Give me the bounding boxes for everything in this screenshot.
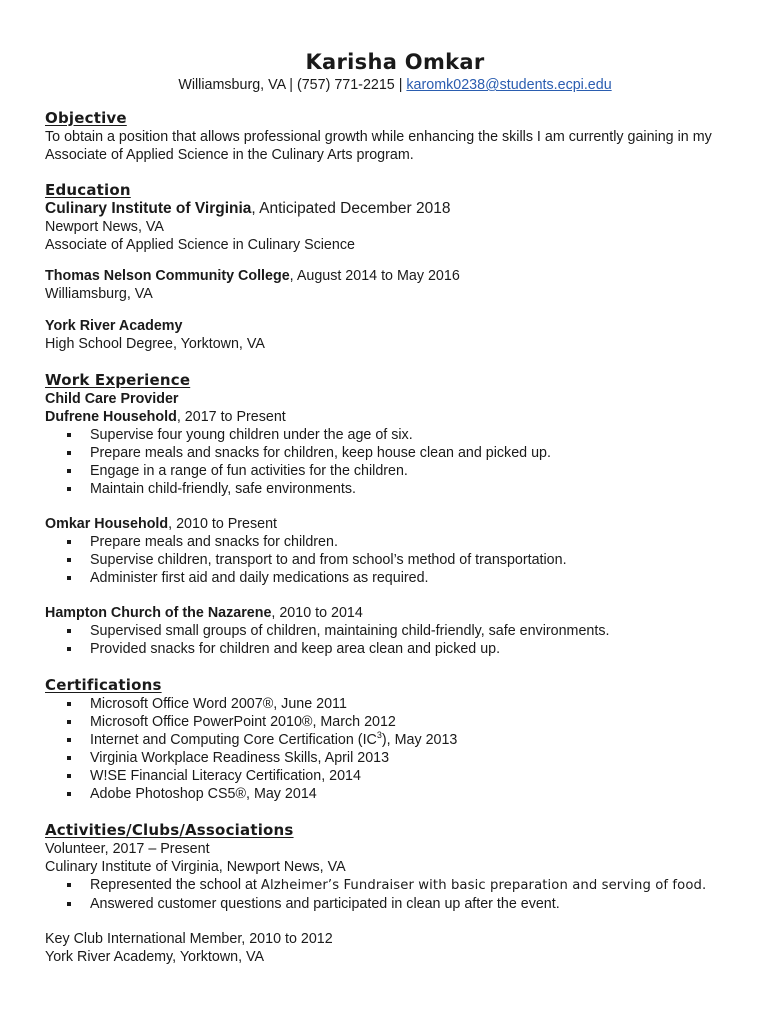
volunteer-line: Volunteer, 2017 – Present bbox=[45, 841, 210, 857]
job-entry bbox=[45, 604, 735, 658]
job-dates: , 2010 to Present bbox=[168, 516, 278, 532]
list-item: Supervise children, transport to and from school’s method of transportation. bbox=[45, 551, 735, 569]
activity-text: Represented the school at bbox=[90, 877, 261, 893]
list-item: Maintain child-friendly, safe environments. bbox=[45, 480, 735, 498]
cert-text: ), May 2013 bbox=[381, 732, 458, 748]
job-entry bbox=[45, 408, 735, 498]
objective-heading: Objective bbox=[45, 109, 127, 127]
school-name: Culinary Institute of Virginia bbox=[45, 200, 252, 217]
list-item: Microsoft Office PowerPoint 2010®, March 2012 bbox=[45, 713, 735, 731]
candidate-name: Karisha Omkar bbox=[305, 50, 485, 74]
list-item bbox=[45, 731, 735, 749]
list-item: Adobe Photoshop CS5®, May 2014 bbox=[45, 785, 735, 803]
school-degree: Associate of Applied Science in Culinary Science bbox=[45, 237, 355, 253]
school-location: Newport News, VA bbox=[45, 219, 164, 235]
job-bullets bbox=[45, 622, 735, 658]
employer-name: Dufrene Household bbox=[45, 409, 177, 425]
job-bullets bbox=[45, 533, 735, 587]
list-item: Engage in a range of fun activities for the children. bbox=[45, 462, 735, 480]
education-entry bbox=[45, 267, 735, 303]
email-link[interactable]: karomk0238@students.ecpi.edu bbox=[406, 77, 612, 93]
job-bullets bbox=[45, 426, 735, 498]
list-item: Supervise four young children under the age of six. bbox=[45, 426, 735, 444]
objective-text: To obtain a position that allows professional growth while enhancing the skills I am currently gaining in my Associate of Applied Science in the Culinary Arts program. bbox=[45, 129, 712, 163]
list-item: Prepare meals and snacks for children. bbox=[45, 533, 735, 551]
list-item: Answered customer questions and participated in clean up after the event. bbox=[45, 895, 735, 913]
job-dates: , 2010 to 2014 bbox=[271, 605, 363, 621]
contact-location-phone: Williamsburg, VA | (757) 771-2215 | bbox=[178, 77, 407, 93]
list-item: Microsoft Office Word 2007®, June 2011 bbox=[45, 695, 735, 713]
list-item: Administer first aid and daily medications as required. bbox=[45, 569, 735, 587]
resume-page bbox=[45, 48, 735, 966]
contact-line bbox=[55, 76, 735, 94]
certification-list bbox=[45, 695, 735, 803]
list-item bbox=[45, 876, 735, 895]
school-detail: , August 2014 to May 2016 bbox=[289, 268, 460, 284]
list-item: Virginia Workplace Readiness Skills, April 2013 bbox=[45, 749, 735, 767]
club-line: Key Club International Member, 2010 to 2012 bbox=[45, 931, 333, 947]
education-entry bbox=[45, 200, 735, 254]
school-location: Williamsburg, VA bbox=[45, 286, 153, 302]
volunteer-org: Culinary Institute of Virginia, Newport News, VA bbox=[45, 859, 346, 875]
job-entry bbox=[45, 515, 735, 587]
work-heading: Work Experience bbox=[45, 371, 191, 389]
cert-superscript: 3 bbox=[376, 730, 382, 741]
school-name: Thomas Nelson Community College bbox=[45, 268, 290, 284]
school-degree: High School Degree, Yorktown, VA bbox=[45, 336, 265, 352]
list-item: Supervised small groups of children, maintaining child-friendly, safe environments. bbox=[45, 622, 735, 640]
activities-heading: Activities/Clubs/Associations bbox=[45, 821, 294, 839]
activity-text: Alzheimer’s Fundraiser with basic preparation and serving of food. bbox=[260, 878, 707, 893]
cert-text: Internet and Computing Core Certification (IC bbox=[90, 732, 377, 748]
school-detail: , Anticipated December 2018 bbox=[251, 200, 451, 217]
education-entry bbox=[45, 317, 735, 353]
education-heading: Education bbox=[45, 181, 131, 199]
activity-bullets bbox=[45, 876, 735, 913]
school-name: York River Academy bbox=[45, 318, 183, 334]
certifications-heading: Certifications bbox=[45, 676, 162, 694]
employer-name: Omkar Household bbox=[45, 516, 169, 532]
club-org: York River Academy, Yorktown, VA bbox=[45, 949, 265, 965]
list-item: Prepare meals and snacks for children, keep house clean and picked up. bbox=[45, 444, 735, 462]
employer-name: Hampton Church of the Nazarene bbox=[45, 605, 272, 621]
list-item: W!SE Financial Literacy Certification, 2014 bbox=[45, 767, 735, 785]
job-role: Child Care Provider bbox=[45, 391, 179, 407]
job-dates: , 2017 to Present bbox=[176, 409, 286, 425]
list-item: Provided snacks for children and keep area clean and picked up. bbox=[45, 640, 735, 658]
